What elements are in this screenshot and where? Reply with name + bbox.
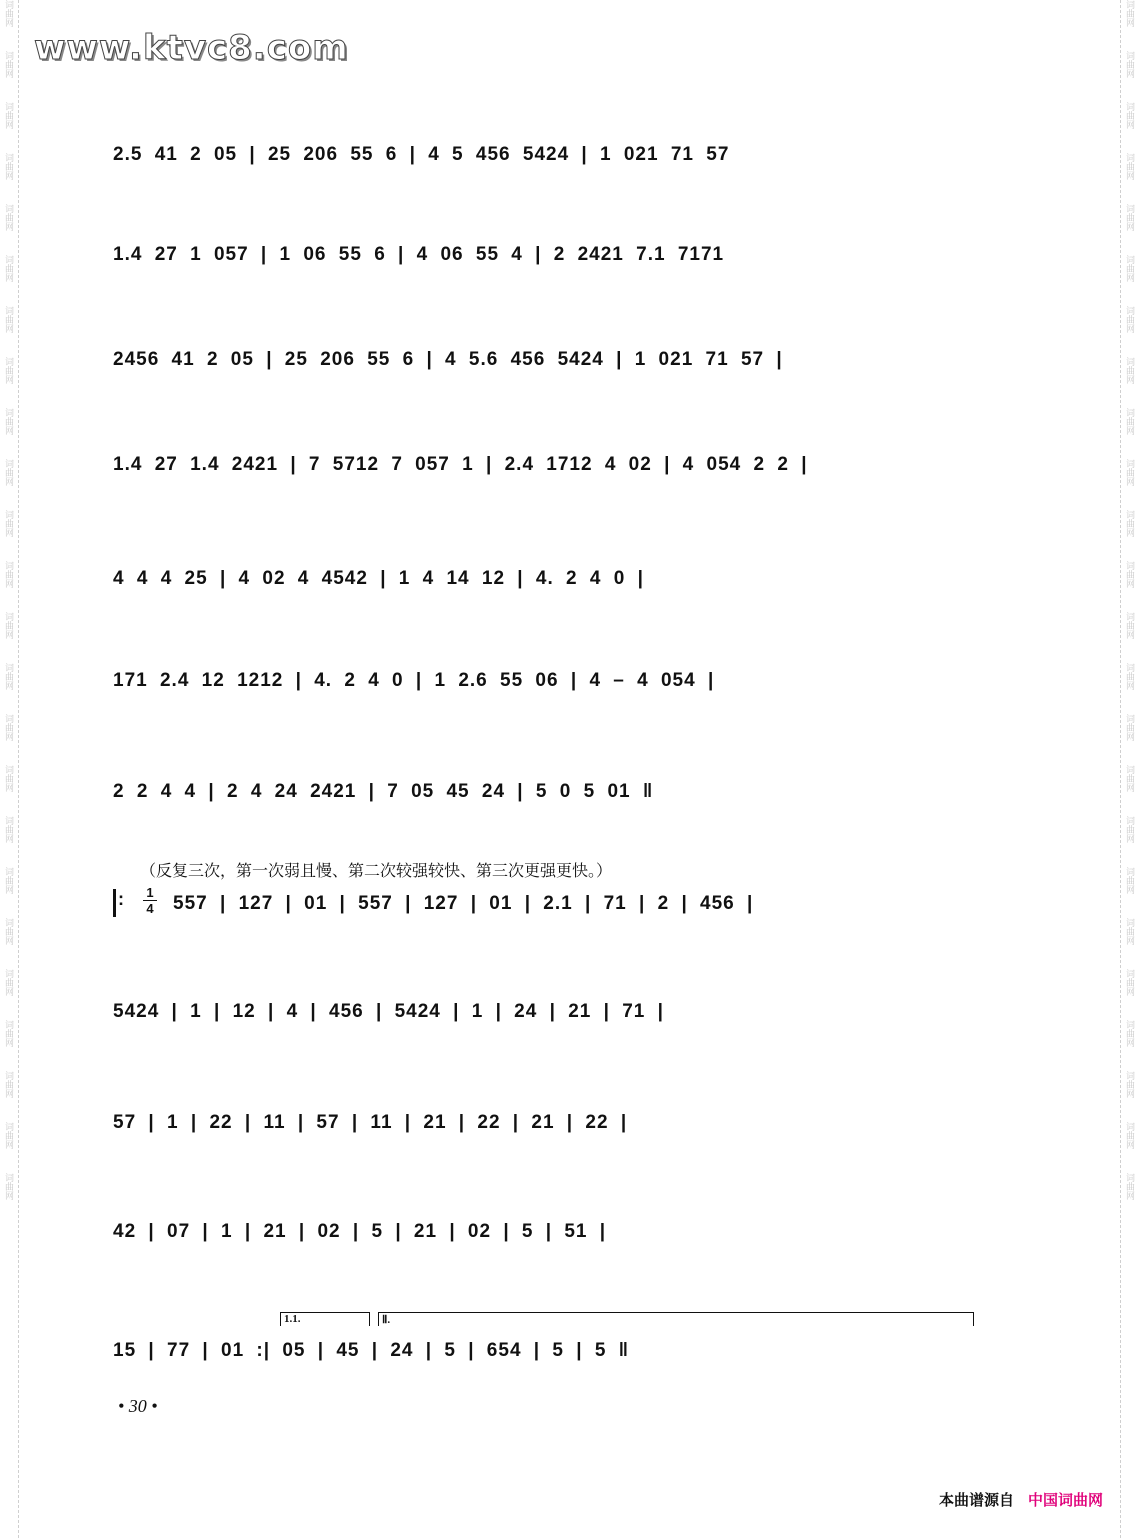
score-line: 5424 | 1 | 12 | 4 | 456 | 5424 | 1 | 24 | 21 | 71 | — [113, 1001, 664, 1022]
score-line: 4 4 4 25 | 4 02 4 4542 | 1 4 14 12 | 4. 2 4 0 | — [113, 568, 644, 589]
score-line: 171 2.4 12 1212 | 4. 2 4 0 | 1 2.6 55 06 | 4 – 4 054 | — [113, 670, 715, 691]
left-watermark-strip: 词曲网 词曲网 词曲网 词曲网 词曲网 词曲网 词曲网 词曲网 词曲网 词曲网 词曲网 词曲网 词曲网 词曲网 词曲网 词曲网 词曲网 词曲网 词曲网 词曲网 词曲网 词曲网 词曲网 词曲网 — [0, 0, 19, 1538]
score-line: 557 | 127 | 01 | 557 | 127 | 01 | 2.1 | 71 | 2 | 456 | — [173, 893, 754, 914]
right-watermark-strip: 词曲网 词曲网 词曲网 词曲网 词曲网 词曲网 词曲网 词曲网 词曲网 词曲网 词曲网 词曲网 词曲网 词曲网 词曲网 词曲网 词曲网 词曲网 词曲网 词曲网 词曲网 词曲网 词曲网 词曲网 — [1120, 0, 1139, 1538]
score-line: 2 2 4 4 | 2 4 24 2421 | 7 05 45 24 | 5 0 5 01 ‖ — [113, 781, 654, 802]
score-line: 42 | 07 | 1 | 21 | 02 | 5 | 21 | 02 | 5 | 51 | — [113, 1221, 607, 1242]
time-signature-bottom: 4 — [146, 901, 154, 916]
score-line: 1.4 27 1.4 2421 | 7 5712 7 057 1 | 2.4 1712 4 02 | 4 054 2 2 | — [113, 454, 808, 475]
score-line: 2456 41 2 05 | 25 206 55 6 | 4 5.6 456 5424 | 1 021 71 57 | — [113, 349, 783, 370]
performance-note: （反复三次，第一次弱且慢、第二次较强较快、第三次更强更快。） — [140, 861, 613, 880]
source-credit — [939, 1489, 1103, 1510]
source-label: 本曲谱源自 — [938, 1491, 1014, 1509]
repeat-start-sign — [113, 889, 127, 917]
page-number: • 30 • — [118, 1396, 158, 1416]
time-signature-top: 1 — [146, 885, 154, 900]
score-line: 2.5 41 2 05 | 25 206 55 6 | 4 5 456 5424 | 1 021 71 57 — [113, 144, 730, 165]
second-ending-bracket: Ⅱ. — [378, 1312, 974, 1326]
first-ending-bracket: 1.1. — [280, 1312, 370, 1326]
score-line: 15 | 77 | 01 :| 05 | 45 | 24 | 5 | 654 | 5 | 5 ‖ — [113, 1340, 630, 1361]
score-line: 57 | 1 | 22 | 11 | 57 | 11 | 21 | 22 | 21 | 22 | — [113, 1112, 628, 1133]
source-site-link[interactable]: 中国词曲网 — [1027, 1491, 1103, 1509]
site-watermark: www.ktvc8.com — [34, 28, 349, 68]
score-line: 1.4 27 1 057 | 1 06 55 6 | 4 06 55 4 | 2 2421 7.1 7171 — [113, 244, 725, 265]
time-signature — [143, 886, 157, 915]
